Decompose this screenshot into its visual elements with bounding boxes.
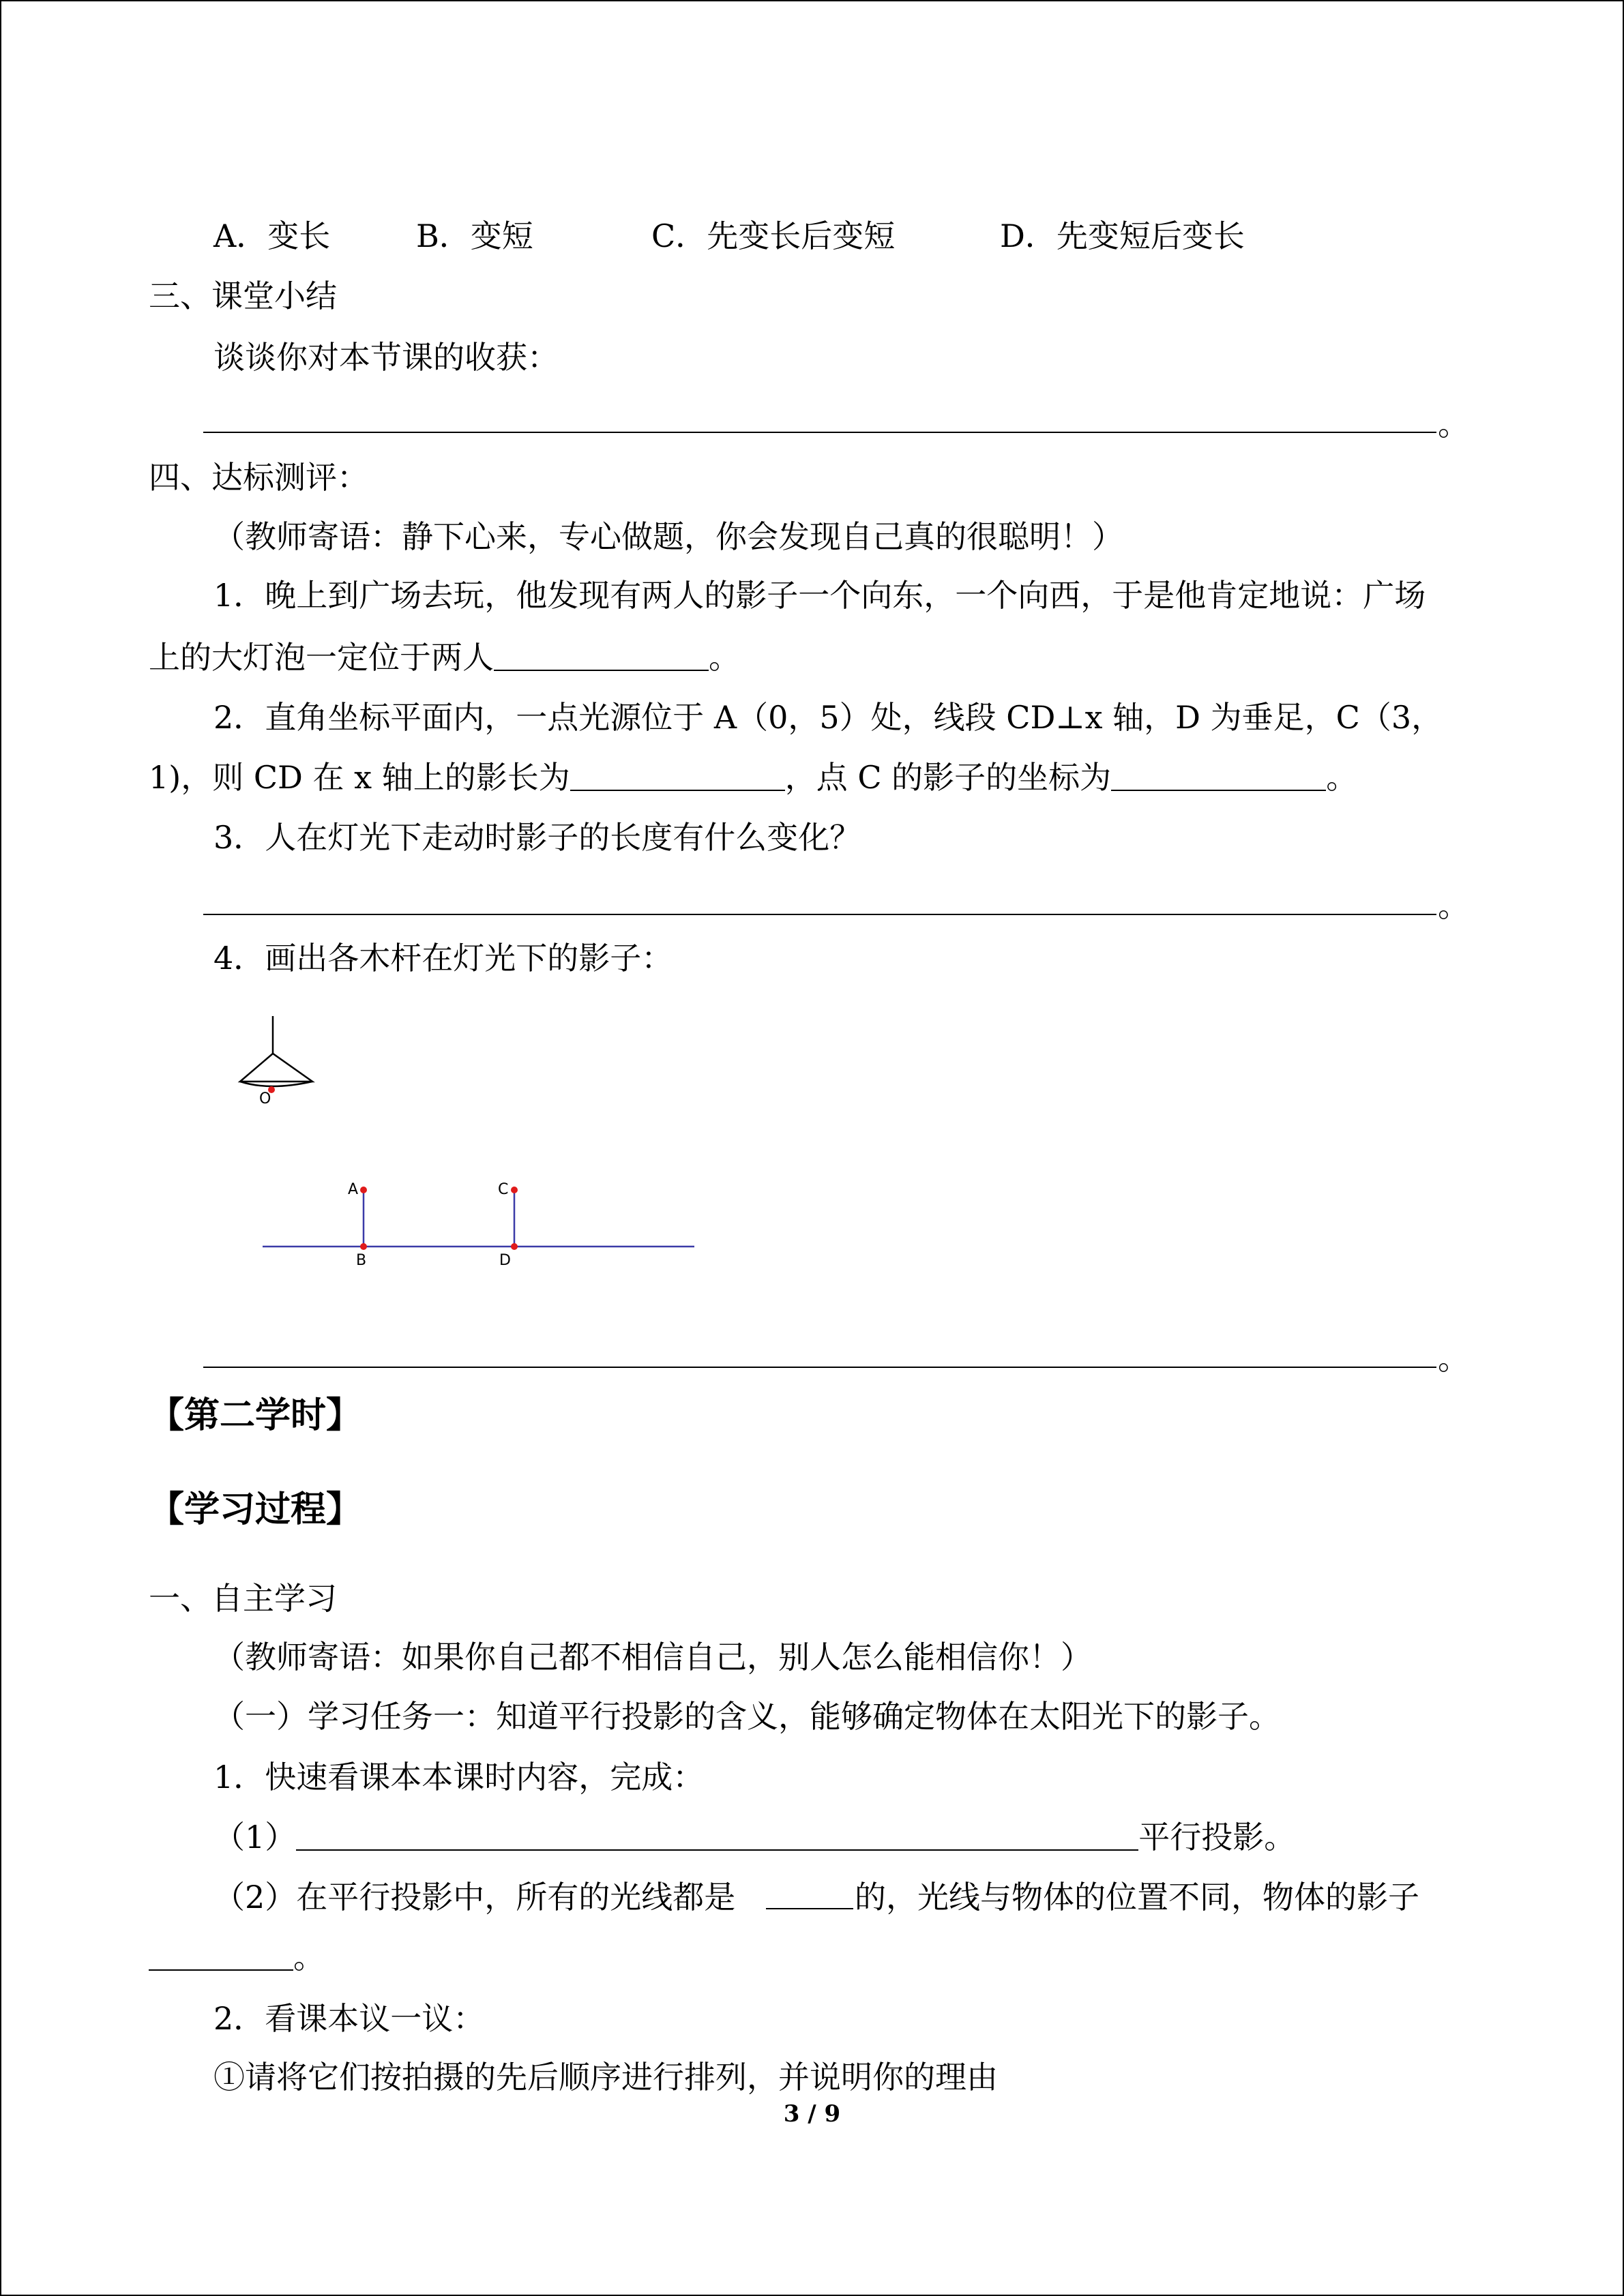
test-heading: 四、达标测评： — [149, 459, 368, 496]
label-b: B — [356, 1252, 367, 1269]
q3-period: 。 — [1438, 887, 1469, 924]
item1-1-blank[interactable] — [296, 1818, 1138, 1851]
point-c — [511, 1187, 518, 1193]
item1-1 — [213, 1817, 1295, 1858]
q2-blank-shadow-coord[interactable] — [1111, 758, 1326, 791]
item1-2-end: 。 — [293, 1939, 325, 1976]
second-period-heading: 【第二学时】 — [149, 1395, 362, 1436]
q2-blank-shadow-length[interactable] — [570, 758, 785, 791]
q2-text-b: ，点 C 的影子的坐标为 — [784, 759, 1112, 796]
second-teacher-note: （教师寄语：如果你自己都不相信自己，别人怎么能相信你！） — [213, 1639, 1092, 1675]
label-a: A — [348, 1181, 359, 1198]
item1-text: 1．快速看课本本课时内容，完成： — [213, 1759, 705, 1795]
q4-answer-line[interactable] — [203, 1367, 1436, 1368]
q4-period: 。 — [1438, 1340, 1469, 1377]
item1-1-prefix: （1） — [213, 1819, 297, 1855]
page-number: 3 / 9 — [783, 2100, 841, 2128]
item2-1-text: ①请将它们按拍摄的先后顺序进行排列，并说明你的理由 — [213, 2059, 998, 2096]
q1-text-a: 上的大灯泡一定位于两人 — [149, 639, 494, 676]
q2-text-line2 — [149, 757, 1357, 798]
option-b: B．变短 — [416, 218, 533, 254]
test-teacher-note: （教师寄语：静下心来，专心做题，你会发现自己真的很聪明！） — [213, 518, 1123, 555]
item1-2-middle: 的，光线与物体的位置不同，物体的影子 — [855, 1879, 1419, 1915]
option-c: C．先变长后变短 — [651, 218, 896, 254]
q1-text: 1．晚上到广场去玩，他发现有两人的影子一个向东，一个向西，于是他肯定地说：广场 — [213, 577, 1426, 614]
q3-answer-line[interactable] — [203, 914, 1436, 915]
option-d: D．先变短后变长 — [1000, 218, 1245, 254]
q1-text-b: 。 — [709, 639, 740, 676]
q2-text-c: 。 — [1326, 759, 1358, 796]
item2-text: 2．看课本议一议： — [213, 2000, 485, 2037]
summary-prompt: 谈谈你对本节课的收获： — [213, 339, 559, 376]
self-study-heading: 一、自主学习 — [149, 1580, 337, 1617]
label-d: D — [499, 1252, 511, 1269]
summary-answer-line[interactable] — [203, 432, 1436, 433]
option-a: A．变长 — [213, 218, 331, 254]
task1-text: （一）学习任务一：知道平行投影的含义，能够确定物体在太阳光下的影子。 — [213, 1698, 1280, 1735]
lamp-shade — [240, 1054, 312, 1082]
summary-heading: 三、课堂小结 — [149, 278, 337, 314]
q1-text-line2 — [149, 637, 740, 678]
q2-text-a: 1)，则 CD 在 x 轴上的影长为 — [149, 759, 570, 796]
item1-2: （2）在平行投影中，所有的光线都是 — [213, 1879, 736, 1915]
item1-2-blank-parallel[interactable] — [766, 1877, 853, 1909]
q3-text: 3．人在灯光下走动时影子的长度有什么变化？ — [213, 819, 861, 856]
q4-text: 4．画出各木杆在灯光下的影子： — [213, 940, 673, 976]
item1-2-line2 — [149, 1937, 325, 1978]
q1-blank[interactable] — [494, 638, 709, 671]
item1-1-suffix: 平行投影。 — [1138, 1819, 1296, 1855]
point-a — [360, 1187, 367, 1193]
q2-text: 2．直角坐标平面内，一点光源位于 A（0，5）处，线段 CD⊥x 轴，D 为垂足，C（3， — [213, 699, 1443, 736]
learning-process-heading: 【学习过程】 — [149, 1489, 362, 1530]
label-o: O — [259, 1090, 271, 1107]
point-b — [360, 1243, 367, 1250]
summary-period: 。 — [1438, 406, 1469, 443]
label-c: C — [498, 1181, 509, 1198]
item1-2-blank-shadow[interactable] — [149, 1938, 293, 1971]
lamp-poles-figure — [232, 1009, 709, 1282]
point-d — [511, 1243, 518, 1250]
